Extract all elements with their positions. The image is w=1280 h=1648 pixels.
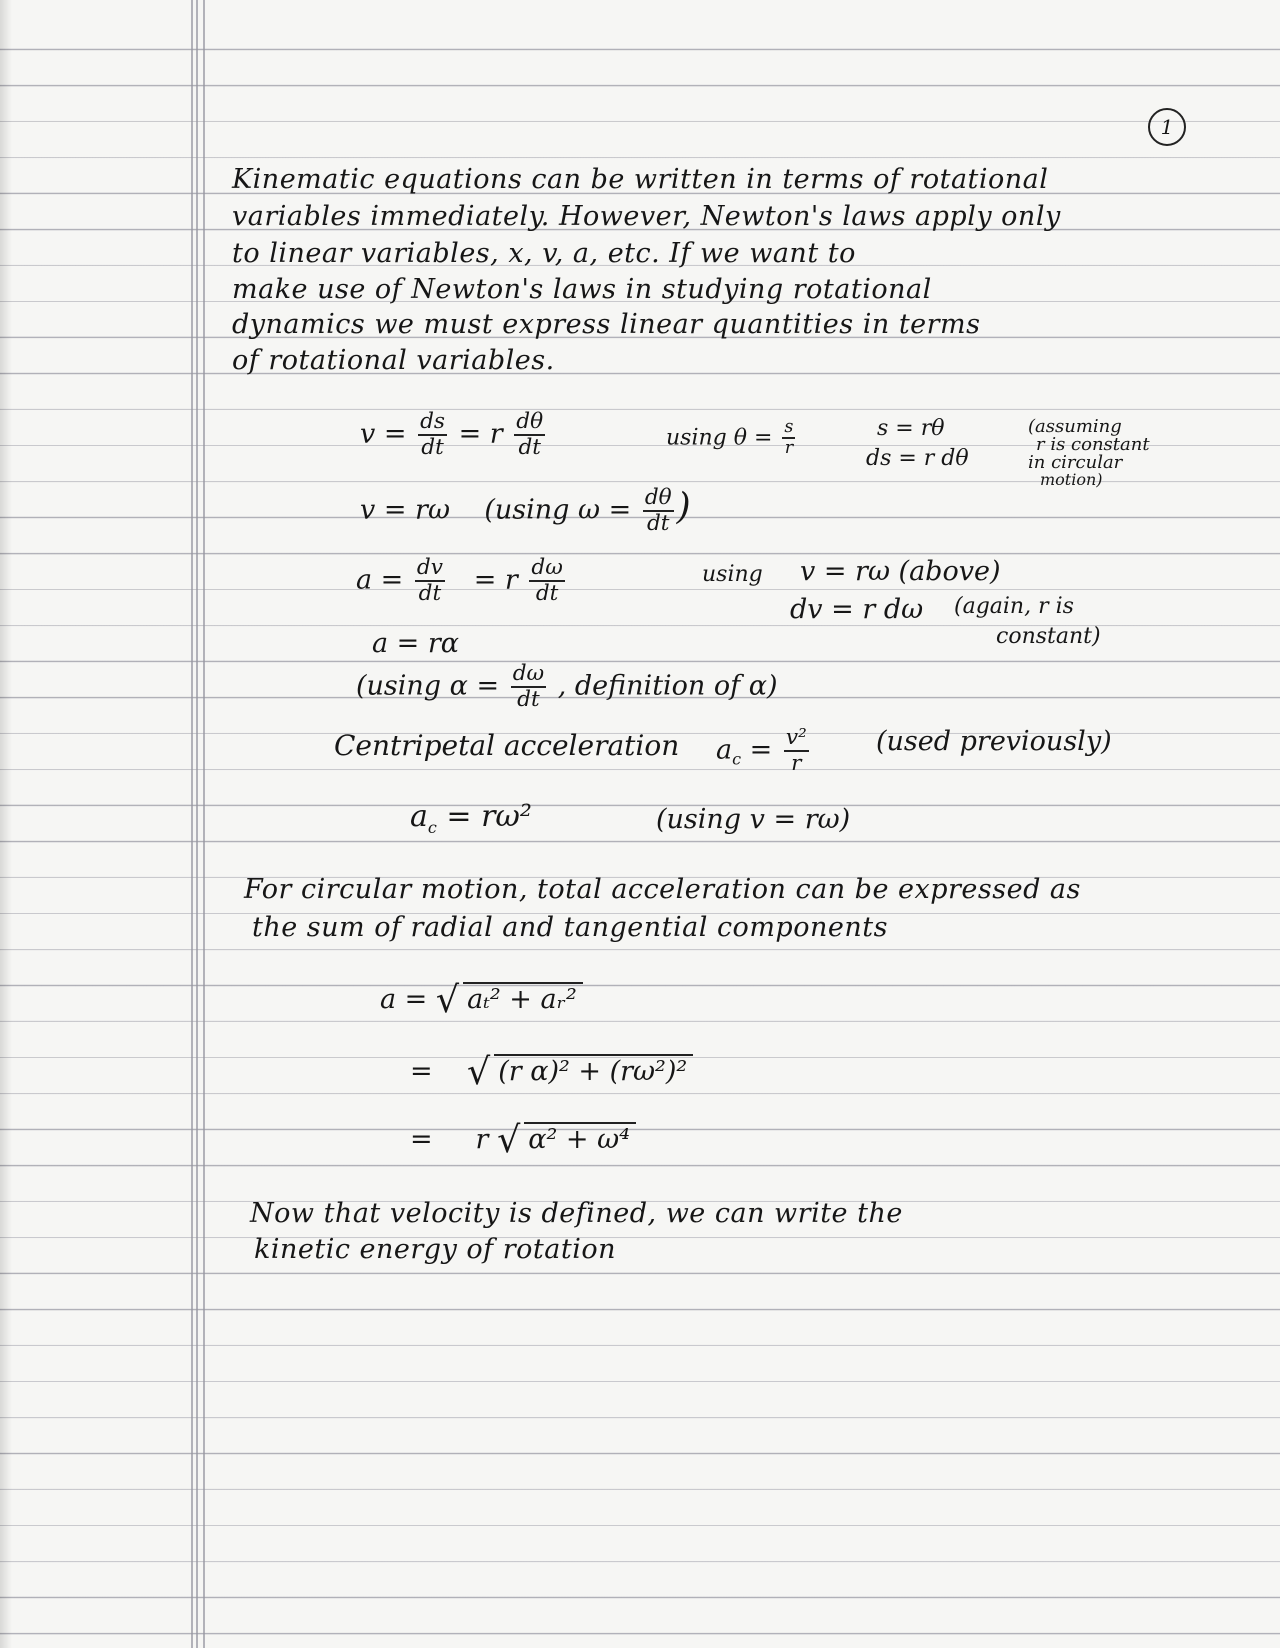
page-number: 1 <box>1148 108 1186 146</box>
intro-line-2: variables immediately. However, Newton's laws apply only <box>232 201 1061 232</box>
alpha-definition: (using α = $\frac{d\omega}{dt}$ , definition of α) <box>356 661 778 712</box>
using-theta-note: using θ = $\frac{s}{r}$ <box>666 417 794 459</box>
using-v-equals-r-omega: (using v = rω) <box>656 804 851 835</box>
margin-line <box>196 0 198 1648</box>
margin-line <box>191 0 193 1648</box>
centripetal-equation: $a_c$ = $\frac{\text{v²}}{r}$ <box>716 725 807 776</box>
v-equals-r-omega: v = rω (using ω = $\frac{d\theta}{dt}$ ) <box>360 485 691 536</box>
domega-dt-fraction: $\frac{d\omega}{dt}$ <box>512 661 545 712</box>
closing-line-1: Now that velocity is defined, we can write the <box>250 1198 903 1229</box>
used-previously-note: (used previously) <box>876 726 1112 757</box>
intro-line-1: Kinematic equations can be written in terms of rotational <box>232 164 1049 195</box>
centripetal-r-omega: $a_c = r\omega^2$ <box>410 799 532 837</box>
a-magnitude-step-2: = √ (r α)² + (rω²)² <box>410 1050 693 1086</box>
v-equals-r-omega-above: v = rω (above) <box>800 556 1001 587</box>
assumption-note-1: (assuming <box>1028 416 1122 437</box>
intro-line-4: make use of Newton's laws in studying rotational <box>232 274 932 305</box>
radicand: (r α)² + (rω²)² <box>494 1054 693 1085</box>
intro-line-3: to linear variables, x, v, a, etc. If we want to <box>232 238 856 269</box>
page-edge-shadow <box>0 0 12 1648</box>
a-magnitude-step-3: = r √ α² + ω⁴ <box>410 1118 636 1154</box>
assumption-note-3: in circular <box>1028 452 1123 473</box>
arc-length-equation: s = rθ <box>877 416 945 441</box>
using-label: using <box>702 562 763 587</box>
square-root-symbol: √ <box>466 1050 491 1093</box>
s-over-r-fraction: $\frac{s}{r}$ <box>784 417 794 459</box>
square-root-symbol: √ <box>435 978 460 1021</box>
circular-line-2: the sum of radial and tangential components <box>252 912 888 943</box>
again-note-2: constant) <box>996 624 1101 649</box>
dv-equation: dv = r dω <box>790 594 924 625</box>
acceleration-equation: a = $\frac{dv}{dt}$ = r $\frac{d\omega}{dt}$ <box>356 555 563 606</box>
velocity-equation: v = $\frac{ds}{dt}$ = r $\frac{d\theta}{dt}$ <box>360 409 544 460</box>
a-equals-r-alpha: a = rα <box>372 628 460 659</box>
radicand: α² + ω⁴ <box>524 1122 636 1153</box>
margin-line <box>203 0 205 1648</box>
dtheta-dt-fraction: $\frac{d\theta}{dt}$ <box>516 409 544 460</box>
assumption-note-2: r is constant <box>1036 434 1150 455</box>
circular-line-1: For circular motion, total acceleration can be expressed as <box>244 874 1081 905</box>
centripetal-label: Centripetal acceleration <box>334 729 680 762</box>
dtheta-dt-fraction: $\frac{d\theta}{dt}$ <box>644 485 672 536</box>
closing-line-2: kinetic energy of rotation <box>254 1234 616 1265</box>
dv-dt-fraction: $\frac{dv}{dt}$ <box>416 555 443 606</box>
assumption-note-4: motion) <box>1040 470 1103 489</box>
intro-line-6: of rotational variables. <box>232 345 555 376</box>
ds-dt-fraction: $\frac{ds}{dt}$ <box>420 409 445 460</box>
radicand: aₜ² + aᵣ² <box>463 982 583 1013</box>
domega-dt-fraction: $\frac{d\omega}{dt}$ <box>531 555 563 606</box>
arc-differential-equation: ds = r dθ <box>866 446 969 471</box>
intro-line-5: dynamics we must express linear quantities in terms <box>232 309 981 340</box>
again-note-1: (again, r is <box>954 594 1074 619</box>
square-root-symbol: √ <box>497 1118 521 1161</box>
a-magnitude-equation: a = √ aₜ² + aᵣ² <box>380 978 583 1014</box>
v-squared-over-r-fraction: $\frac{\text{v²}}{r}$ <box>785 725 807 776</box>
